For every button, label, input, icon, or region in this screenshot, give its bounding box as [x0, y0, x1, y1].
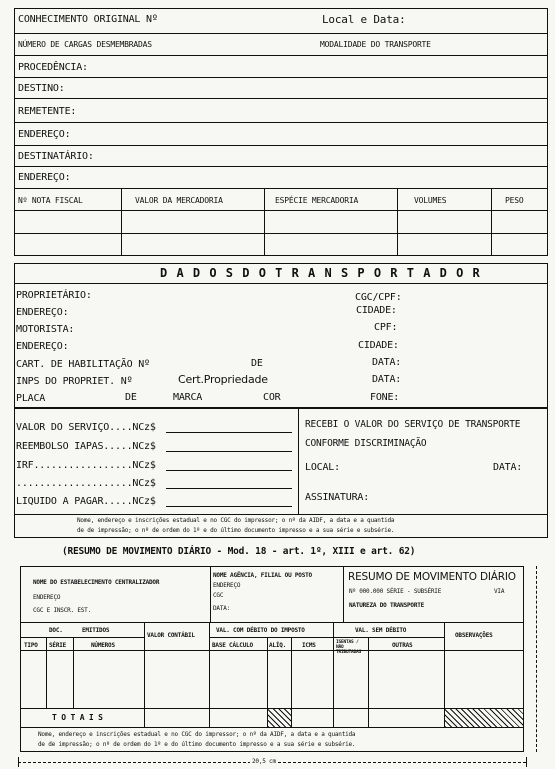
via-label: VIA [494, 588, 505, 595]
numero-cargas-label: NÚMERO DE CARGAS DESMEMBRADAS [18, 40, 152, 49]
local-data-label: Local e Data: [322, 13, 406, 26]
endereco-b-label: ENDEREÇO: [16, 341, 69, 352]
tipo-header: TIPO [24, 642, 38, 649]
cor-label: COR [263, 392, 281, 403]
isentas-header: ISENTAS / NÃO TRIBUTADAS [336, 640, 362, 655]
numeros-header: NÚMEROS [91, 642, 115, 649]
row-divider [14, 77, 548, 78]
emitidos-header: EMITIDOS [82, 627, 110, 634]
resumo-title: RESUMO DE MOVIMENTO DIÁRIO [348, 571, 516, 583]
row-divider [14, 166, 548, 167]
col-divider [121, 188, 122, 256]
resumo-endereco2-label: ENDEREÇO [213, 582, 241, 589]
doc-header: DOC. [49, 627, 63, 634]
row-divider [14, 33, 548, 34]
cgc-label: CGC/CPF: [355, 292, 402, 303]
dimension-label: 20,5 cm [252, 758, 276, 765]
nome-agencia-label: NOME AGÊNCIA, FILIAL OU POSTO [213, 572, 312, 579]
group-divider [20, 637, 144, 638]
table-col [144, 622, 145, 727]
resumo-data-label: DATA: [213, 605, 231, 612]
transportador-title: D A D O S D O T R A N S P O R T A D O R [160, 266, 481, 280]
val-sem-debito-header: VAL. SEM DÉBITO [355, 627, 407, 634]
recibo-local-label: LOCAL: [305, 462, 340, 473]
resumo-caption: (RESUMO DE MOVIMENTO DIÁRIO - Mod. 18 - art. 1º, XIII e art. 62) [62, 546, 416, 557]
footnote-divider [14, 514, 548, 515]
dimension-tick-left [18, 757, 19, 767]
valor-contabil-header: VALOR CONTÁBIL [147, 632, 195, 639]
payment-divider [298, 408, 299, 514]
destino-label: DESTINO: [18, 83, 65, 94]
numero-serie-label: Nº 000.000 SÉRIE - SUBSÉRIE [349, 588, 442, 595]
cgc-insc-label: CGC E INSCR. EST. [33, 607, 92, 614]
row-divider [14, 98, 548, 99]
fone-label: FONE: [370, 392, 400, 403]
recibo-line2: CONFORME DISCRIMINAÇÃO [305, 438, 427, 449]
col-valor-mercadoria: VALOR DA MERCADORIA [135, 196, 223, 205]
modalidade-label: MODALIDADE DO TRANSPORTE [320, 40, 431, 49]
table-col [291, 637, 292, 727]
reembolso-label: REEMBOLSO IAPAS.....NCz$ [16, 441, 156, 452]
inps-label: INPS DO PROPRIET. Nº [16, 376, 133, 387]
liquido-label: LIQUIDO A PAGAR.....NCz$ [16, 496, 156, 507]
table-col [209, 622, 210, 727]
totais-hatch-aliq [268, 709, 291, 727]
header-divider [343, 566, 344, 622]
reembolso-line [166, 451, 292, 452]
col-volumes: VOLUMES [414, 196, 447, 205]
footnote-line1: Nome, endereço e inscrições estadual e no CGC do impressor; o nº da AIDF, a data e a quantida [77, 517, 395, 524]
title-divider [14, 283, 548, 284]
row-divider [14, 188, 548, 189]
habilitacao-de-label: DE [251, 358, 263, 369]
table-col [368, 637, 369, 727]
natureza-label: NATUREZA DO TRANSPORTE [349, 602, 425, 609]
col-nota-fiscal: Nº NOTA FISCAL [18, 196, 83, 205]
assinatura-label: ASSINATURA: [305, 492, 370, 503]
resumo-footnote-divider [20, 727, 524, 728]
observacoes-header: OBSERVAÇÕES [455, 632, 493, 639]
totais-hatch-obs [445, 709, 523, 727]
habilitacao-label: CART. DE HABILITAÇÃO Nº [16, 359, 150, 370]
resumo-endereco-label: ENDEREÇO [33, 594, 61, 601]
valor-servico-label: VALOR DO SERVIÇO....NCz$ [16, 422, 156, 433]
cpf-label: CPF: [374, 322, 398, 333]
row-divider [14, 55, 548, 56]
resumo-foot-line2: de de impressão; o nº de ordem do 1º e do último documento impresso e a sua série e subsérie. [38, 741, 356, 748]
base-calculo-header: BASE CÁLCULO [212, 642, 253, 649]
side-dimension-line [536, 566, 537, 752]
dimension-tick-right [526, 757, 527, 767]
conhecimento-label: CONHECIMENTO ORIGINAL Nº [18, 14, 158, 25]
irf-line [166, 470, 292, 471]
icms-header: ICMS [302, 642, 316, 649]
blank-value-line [166, 488, 292, 489]
recibo-data-label: DATA: [493, 462, 523, 473]
placa-label: PLACA [16, 393, 46, 404]
data-b-label: DATA: [372, 374, 402, 385]
col-divider [491, 188, 492, 256]
col-peso: PESO [505, 196, 524, 205]
remetente-label: REMETENTE: [18, 106, 77, 117]
table-subheader [20, 650, 524, 651]
endereco-a-label: ENDEREÇO: [16, 307, 69, 318]
proprietario-label: PROPRIETÁRIO: [16, 290, 92, 301]
aliq-header: ALÍQ. [269, 642, 287, 649]
row-divider [14, 145, 548, 146]
header-divider [210, 566, 211, 622]
col-divider [397, 188, 398, 256]
endereco-remetente-label: ENDEREÇO: [18, 129, 71, 140]
row-divider [14, 122, 548, 123]
cidade-a-label: CIDADE: [356, 305, 397, 316]
resumo-foot-line1: Nome, endereço e inscrições estadual e no CGC do impressor; o nº da AIDF, a data e a quantida [38, 731, 356, 738]
table-col [73, 637, 74, 708]
placa-de-label: DE [125, 392, 137, 403]
row-divider [14, 210, 548, 211]
cidade-b-label: CIDADE: [358, 340, 399, 351]
col-especie-mercadoria: ESPÉCIE MERCADORIA [275, 196, 359, 205]
val-com-debito-header: VAL. COM DÉBITO DO IMPOSTO [216, 627, 305, 634]
marca-label: MARCA [173, 392, 203, 403]
blank-value-label: ....................NCz$ [16, 478, 156, 489]
irf-label: IRF.................NCz$ [16, 460, 156, 471]
footnote-line2: de de impressão; o nº de ordem do 1º e do último documento impresso e a sua série e subsérie. [77, 527, 395, 534]
resumo-cgc2-label: CGC [213, 592, 224, 599]
group-divider [209, 637, 444, 638]
cert-propriedade-label: Cert.Propriedade [178, 373, 268, 386]
col-divider [264, 188, 265, 256]
recibo-line1: RECEBI O VALOR DO SERVIÇO DE TRANSPORTE [305, 419, 521, 430]
totais-label: T O T A I S [52, 713, 103, 722]
outras-header: OUTRAS [392, 642, 413, 649]
data-a-label: DATA: [372, 357, 402, 368]
table-col [333, 622, 334, 727]
motorista-label: MOTORISTA: [16, 324, 75, 335]
valor-servico-line [166, 432, 292, 433]
destinatario-label: DESTINATÁRIO: [18, 151, 94, 162]
nome-estab-label: NOME DO ESTABELECIMENTO CENTRALIZADOR [33, 579, 160, 586]
table-col [46, 637, 47, 708]
procedencia-label: PROCEDÊNCIA: [18, 62, 88, 73]
endereco-destinatario-label: ENDEREÇO: [18, 172, 71, 183]
liquido-line [166, 506, 292, 507]
row-divider [14, 233, 548, 234]
serie-header: SÉRIE [49, 642, 67, 649]
table-top [20, 622, 524, 623]
